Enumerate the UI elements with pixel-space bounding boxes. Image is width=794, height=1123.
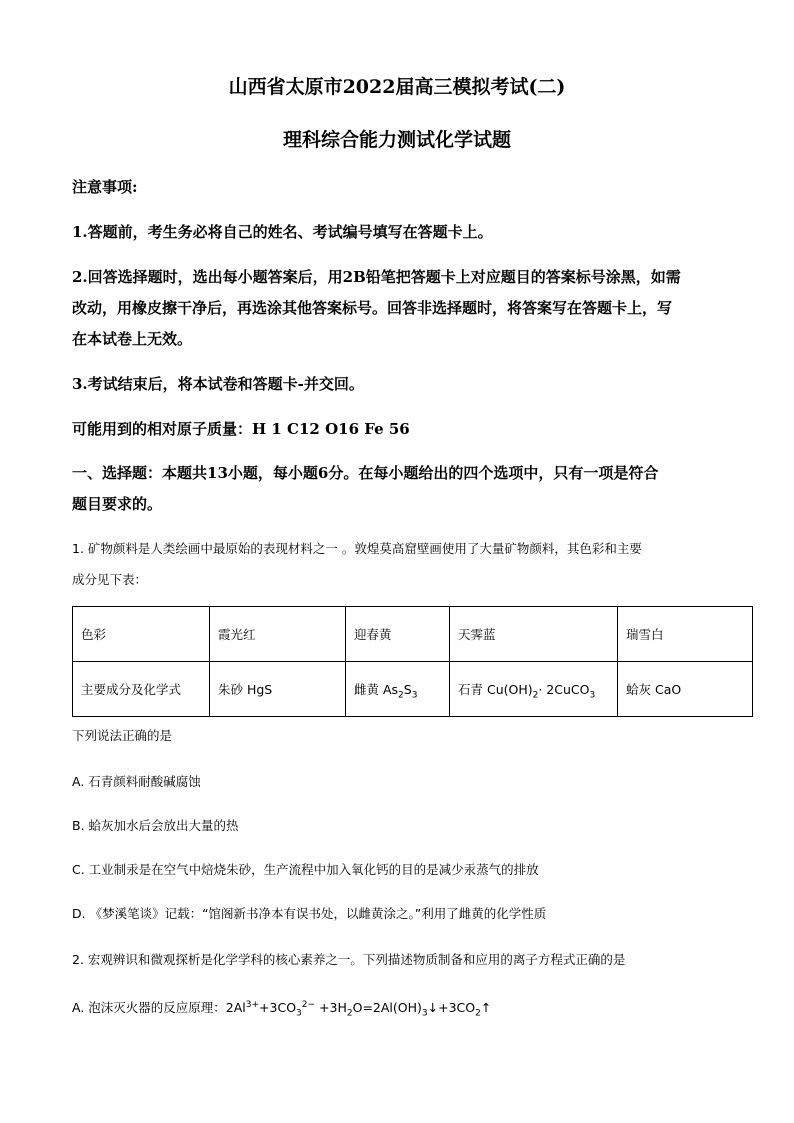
question-1-stem-line-1: 1. 矿物颜料是人类绘画中最原始的表现材料之一 。敦煌莫高窟壁画使用了大量矿物颜料，其色彩和主要 xyxy=(72,541,642,556)
table-cell: 主要成分及化学式 xyxy=(73,662,210,717)
formula-part: +3CO xyxy=(259,1000,297,1015)
question-1-option-d: D. 《梦溪笔谈》记载：“馆阁新书净本有误书处，以雌黄涂之。”利用了雌黄的化学性质 xyxy=(72,906,547,921)
table-cell: 瑞雪白 xyxy=(618,607,753,662)
table-cell: 天霁蓝 xyxy=(450,607,618,662)
subscript: 3 xyxy=(296,1008,302,1019)
section-heading-line-2: 题目要求的。 xyxy=(72,495,163,513)
superscript: 3+ xyxy=(245,999,260,1010)
notice-item-2-line-1: 2.回答选择题时，选出每小题答案后，用2B铅笔把答题卡上对应题目的答案标号涂黑，如需 xyxy=(72,268,681,286)
formula-part: · 2CuCO xyxy=(538,682,590,697)
table-cell: 色彩 xyxy=(73,607,210,662)
question-1-option-b: B. 蛤灰加水后会放出大量的热 xyxy=(72,818,239,833)
formula-part: +3H xyxy=(315,1000,347,1015)
table-cell xyxy=(450,662,618,717)
subscript: 3 xyxy=(589,690,596,701)
notice-item-2-line-3: 在本试卷上无效。 xyxy=(72,330,193,348)
formula-part: ↑ xyxy=(480,1000,492,1015)
table-row xyxy=(73,607,753,662)
section-heading-line-1: 一、选择题：本题共13小题，每小题6分。在每小题给出的四个选项中，只有一项是符合 xyxy=(72,464,659,482)
formula-part: ↓+3CO xyxy=(427,1000,476,1015)
notice-item-1: 1.答题前，考生务必将自己的姓名、考试编号填写在答题卡上。 xyxy=(72,223,493,241)
subscript: 2 xyxy=(532,690,539,701)
question-1-option-a: A. 石青颜料耐酸碱腐蚀 xyxy=(72,774,201,789)
subscript: 3 xyxy=(411,690,418,701)
formula-part: S xyxy=(403,682,412,697)
question-2-option-a xyxy=(72,998,492,1019)
formula-part: O=2Al(OH) xyxy=(352,1000,422,1015)
atomic-masses: 可能用到的相对原子质量：H 1 C12 O16 Fe 56 xyxy=(72,420,410,438)
table-row xyxy=(73,662,753,717)
table-cell xyxy=(346,662,450,717)
subscript: 3 xyxy=(421,1008,428,1019)
formula-part: A. 泡沫灭火器的反应原理：2Al xyxy=(72,1000,246,1015)
superscript: 2− xyxy=(301,999,316,1010)
question-2-stem: 2. 宏观辨识和微观探析是化学学科的核心素养之一。下列描述物质制备和应用的离子方程式正确的是 xyxy=(72,952,626,967)
formula-part: 石青 Cu(OH) xyxy=(458,682,533,697)
subscript: 2 xyxy=(346,1008,353,1019)
table-cell: 蛤灰 CaO xyxy=(618,662,753,717)
notice-item-3: 3.考试结束后，将本试卷和答题卡-并交回。 xyxy=(72,375,364,393)
subscript: 2 xyxy=(398,690,404,701)
notice-heading: 注意事项: xyxy=(72,178,138,196)
table-cell: 霞光红 xyxy=(210,607,346,662)
subscript: 2 xyxy=(475,1008,481,1019)
pigment-table xyxy=(72,606,753,717)
table-cell: 朱砂 HgS xyxy=(210,662,346,717)
notice-item-2-line-2: 改动，用橡皮擦干净后，再选涂其他答案标号。回答非选择题时，将答案写在答题卡上，写 xyxy=(72,299,673,317)
question-1-stem-line-2: 成分见下表： xyxy=(72,572,148,587)
orpiment-name: 雌黄 As xyxy=(354,682,399,697)
table-cell: 迎春黄 xyxy=(346,607,450,662)
question-1-option-c: C. 工业制汞是在空气中焙烧朱砂，生产流程中加入氧化钙的目的是减少汞蒸气的排放 xyxy=(72,862,539,877)
question-1-prompt: 下列说法正确的是 xyxy=(72,728,173,743)
page-title: 山西省太原市2022届高三模拟考试(二) xyxy=(228,76,566,98)
page-subtitle: 理科综合能力测试化学试题 xyxy=(282,129,511,151)
